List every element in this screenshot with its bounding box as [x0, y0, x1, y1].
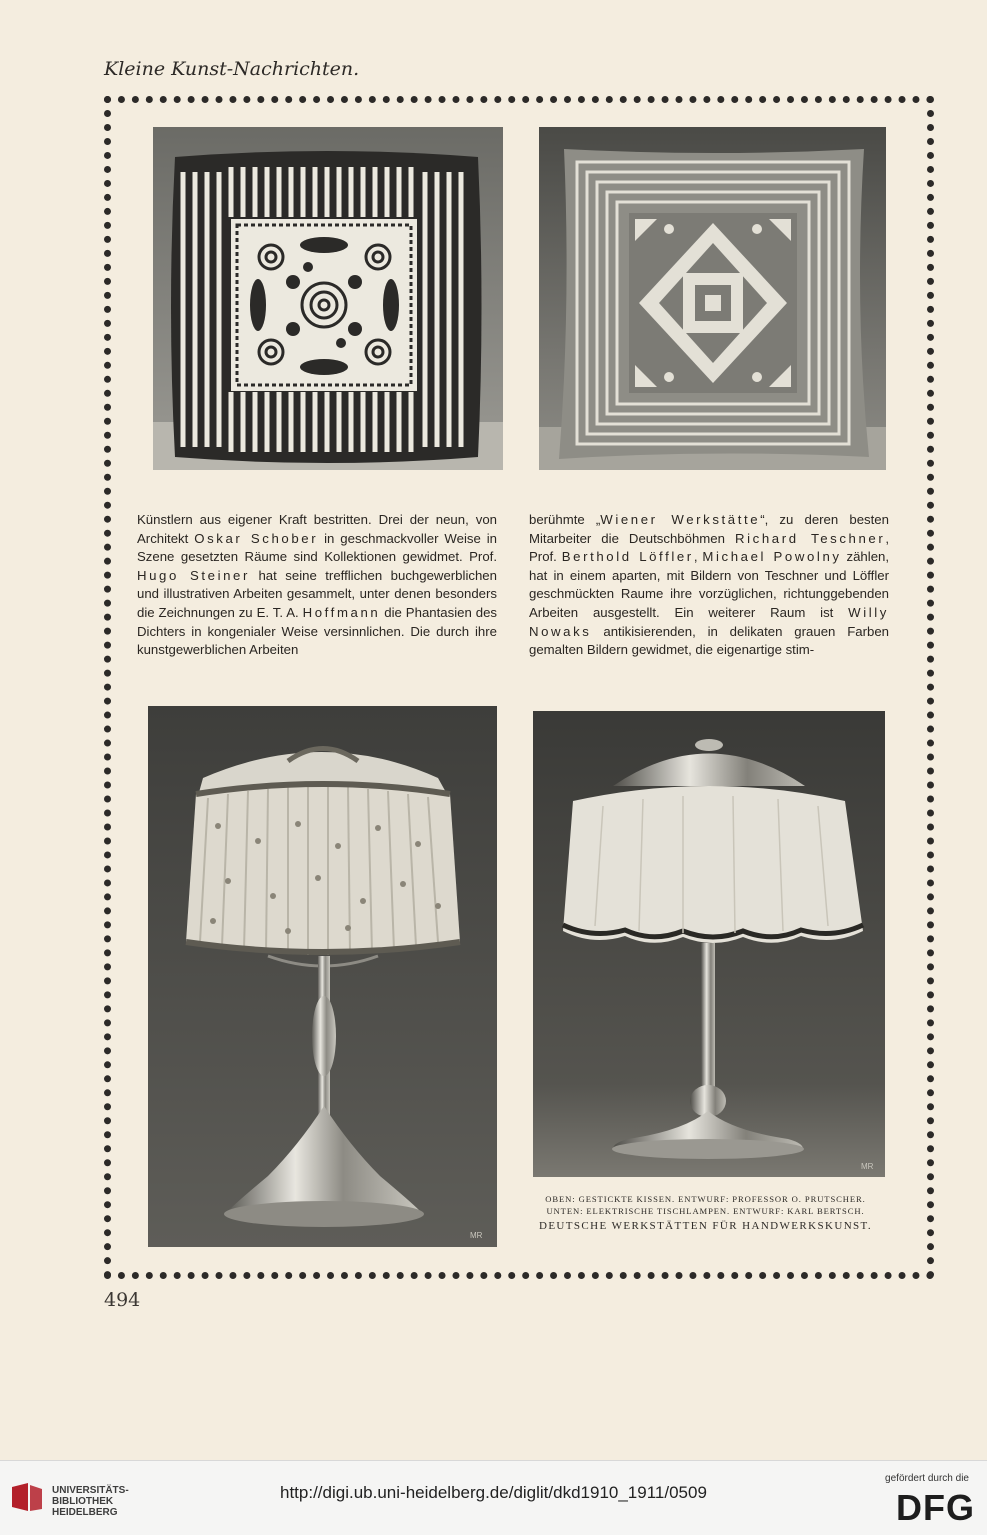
footer-bar [0, 1460, 987, 1535]
name-oskar-schober: Oskar Schober [194, 530, 319, 546]
name-berthold-loeffler: Berthold Löffler [561, 549, 694, 565]
photo-lamp-pleated [148, 706, 497, 1247]
caption-line-top: OBEN: GESTICKTE KISSEN. ENTWURF: PROFESSOR O. PRUTSCHER. [545, 1194, 866, 1204]
library-logo-icon [8, 1481, 46, 1519]
page-number: 494 [104, 1289, 141, 1311]
name-wiener-werkstaette: Wiener Werkstätte [600, 512, 761, 527]
monogram-mark: MR [861, 1162, 874, 1171]
library-name: UNIVERSITÄTS- BIBLIOTHEK HEIDELBERG [52, 1485, 129, 1518]
figure-caption [527, 1193, 884, 1232]
name-richard-teschner: Richard Teschner [734, 530, 886, 546]
name-hugo-steiner: Hugo Steiner [137, 567, 250, 583]
photo-cushion-geometric [539, 127, 886, 470]
permalink[interactable]: http://digi.ub.uni-heidelberg.de/diglit/dkd1910_1911/0509 [280, 1483, 707, 1502]
sponsor-note: gefördert durch die [885, 1473, 969, 1484]
text-column-left [137, 511, 497, 660]
name-michael-powolny: Michael Powolny [702, 549, 842, 565]
running-head: Kleine Kunst-Nachrichten. [104, 58, 360, 80]
caption-line-bottom: UNTEN: ELEKTRISCHE TISCHLAMPEN. ENTWURF: KARL BERTSCH. [546, 1206, 865, 1216]
photo-cushion-striped [153, 127, 503, 470]
paragraph-right: berühmte „Wiener Werkstätte“, zu deren besten Mitarbeiter die Deutschböhmen Richard Teschner, Prof. Berthold Löffler, Michael Powolny zählen, hat in einem aparten, mit Bildern von Teschner und Löffler geschmückten Raume ihre vorzüglichen, richtunggebenden Arbeiten ausgestellt. Ein weiterer Raum ist Willy Nowaks antikisierenden, in delikaten grauen Farben gemalten Bildern gewidmet, die eigenartige stim- [529, 512, 890, 658]
name-willy-nowak: Willy Nowaks [529, 604, 889, 639]
dfg-logo: DFG [896, 1487, 975, 1528]
name-hoffmann: Hoffmann [302, 604, 381, 620]
monogram-mark: MR [470, 1231, 483, 1240]
paragraph-left: Künstlern aus eigener Kraft bestritten. Drei der neun, von Architekt Oskar Schober in geschmackvoller Weise in Szene gesetzten Räume sind Kollektionen gewidmet. Prof. Hugo Steiner hat seine trefflichen buchgewerblichen und illustrativen Arbeiten gesammelt, unter denen besonders die Zeichnungen zu E. T. A. Hoffmann die Phantasien des Dichters in kongenialer Weise versinnlichen. Die durch ihre kunstgewerblichen Arbeiten [137, 512, 497, 658]
caption-credit: DEUTSCHE WERKSTÄTTEN FÜR HANDWERKSKUNST. [538, 1220, 873, 1232]
text-column-right [529, 511, 889, 660]
photo-lamp-ruffled [533, 711, 885, 1177]
